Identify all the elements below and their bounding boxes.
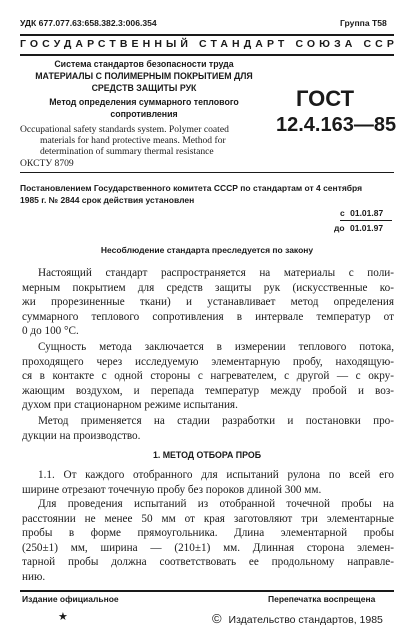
validity-underline xyxy=(340,220,392,221)
title-rule xyxy=(20,54,394,56)
validity-from-label: с xyxy=(340,208,345,218)
section-1-line: тарной пробы должна соответствовать ее продольному направле- xyxy=(22,556,394,569)
title-en-line-2: materials for hand protective means. Method for xyxy=(40,135,226,146)
udc-code: УДК 677.077.63:658.382.3:006.354 xyxy=(20,18,157,28)
intro-paragraph xyxy=(22,266,394,339)
method-line-1: Метод определения суммарного теплового xyxy=(49,97,239,107)
application-line: Метод применяется на стадии разработки и постановки про- xyxy=(38,415,394,427)
standard-title-ru xyxy=(20,58,268,120)
section-1-line: (250±1) мм, ширина — (210±1) мм. Длинная сторона элемен- xyxy=(22,541,394,554)
validity-from-date: 01.01.87 xyxy=(350,208,384,218)
title-line-2: СРЕДСТВ ЗАЩИТЫ РУК xyxy=(91,83,197,93)
decree-line-1: Постановлением Государственного комитета СССР по стандартам от 4 сентября xyxy=(20,183,363,193)
publisher: Издательство стандартов, 1985 xyxy=(228,614,383,626)
validity-to xyxy=(334,223,383,233)
section-rule xyxy=(20,172,394,173)
intro-line: Настоящий стандарт распространяется на материалы с поли- xyxy=(38,267,394,279)
essence-line: ся в контакте с одной стороны с нагревателем, с другой — с окру- xyxy=(22,370,394,383)
section-1-line: ширине отрезают точечную пробу без пороков длиной 300 мм. xyxy=(22,483,322,496)
intro-line: жи прорезиненные ткани) и устанавливает метод определения xyxy=(22,296,394,309)
section-1-paragraph-1 xyxy=(22,468,394,497)
section-1-line: Для проведения испытаний из отобранной точечной пробы на xyxy=(38,498,394,510)
official-edition: Издание официальное xyxy=(22,594,119,604)
system-title: Система стандартов безопасности труда xyxy=(54,59,234,69)
copyright-icon: © xyxy=(212,611,222,626)
section-1-title: 1. МЕТОД ОТБОРА ПРОБ xyxy=(152,450,262,460)
standard-title-en xyxy=(20,124,282,157)
intro-line: мерным покрытием для средств защиты рук (искусственные ко- xyxy=(22,281,394,294)
essence-line: жающим воздухом, и перепада температур между пробой и воз- xyxy=(22,384,394,397)
top-rule xyxy=(20,34,394,36)
section-1-line: пробы в форме прямоугольника. Длина элементарной пробы xyxy=(22,527,394,540)
title-line-1: МАТЕРИАЛЫ С ПОЛИМЕРНЫМ ПОКРЫТИЕМ ДЛЯ xyxy=(35,71,253,81)
validity-to-label: до xyxy=(334,223,345,233)
group-code: Группа Т58 xyxy=(340,18,387,28)
intro-line: 0 до 100 °С. xyxy=(22,325,79,338)
gost-label: ГОСТ xyxy=(296,86,355,111)
title-en-line-1: Occupational safety standards system. Polymer coated xyxy=(20,124,229,135)
decree xyxy=(20,182,394,206)
application-paragraph xyxy=(22,414,394,443)
validity-from xyxy=(340,208,383,218)
okstu-code: ОКСТУ 8709 xyxy=(20,158,74,169)
essence-paragraph xyxy=(22,340,394,413)
footer-rule xyxy=(20,590,394,592)
application-line: дукции на производство. xyxy=(22,429,141,442)
gost-number: 12.4.163—85 xyxy=(276,114,397,136)
validity-to-date: 01.01.97 xyxy=(349,223,384,233)
essence-line: проходящего через исследуемую элементарную пробу, находящую- xyxy=(22,355,394,368)
section-1-line: расстоянии не менее 50 мм от края заготовляют три элементарные xyxy=(22,512,394,525)
section-1-line: нию. xyxy=(22,570,46,583)
star-icon: ★ xyxy=(58,611,68,623)
law-warning: Несоблюдение стандарта преследуется по закону xyxy=(100,245,314,255)
method-line-2: сопротивления xyxy=(110,109,178,119)
intro-line: суммарного теплового сопротивления в интервале температур от xyxy=(22,310,394,323)
copyright-line xyxy=(212,611,383,626)
title-en-line-3: determination of summary thermal resistance xyxy=(40,146,214,157)
section-1-paragraph-2 xyxy=(22,497,394,585)
state-standard-title: ГОСУДАРСТВЕННЫЙ СТАНДАРТ СОЮЗА ССР xyxy=(20,38,398,50)
section-1-line: 1.1. От каждого отобранного для испытаний рулона по всей его xyxy=(38,469,394,481)
essence-line: духом при стационарном режиме испытания. xyxy=(22,399,238,412)
reprint-prohibited: Перепечатка воспрещена xyxy=(268,594,376,604)
essence-line: Сущность метода заключается в измерении теплового потока, xyxy=(38,341,394,353)
decree-line-2: 1985 г. № 2844 срок действия установлен xyxy=(20,195,195,205)
